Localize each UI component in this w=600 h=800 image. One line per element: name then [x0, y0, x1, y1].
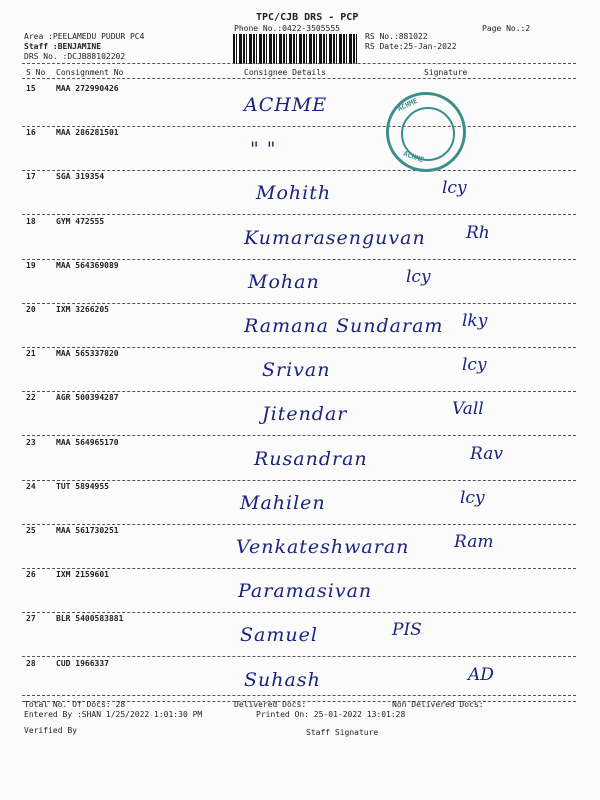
row-consignee-handwriting: Suhash	[244, 668, 321, 691]
table-row	[22, 84, 576, 128]
col-consignee: Consignee Details	[244, 68, 326, 77]
total-docs: Total No. Of Docs: 28	[24, 700, 126, 709]
row-divider	[22, 126, 576, 127]
rs-date: RS Date:25-Jan-2022	[365, 42, 457, 51]
row-consignee-handwriting: Venkateshwaran	[236, 536, 410, 558]
divider	[22, 78, 576, 79]
row-signature: Ram	[454, 532, 494, 552]
stamp-text-bottom: ACHME	[402, 149, 425, 165]
table-row	[22, 393, 576, 437]
row-divider	[22, 347, 576, 348]
verified-by: Verified By	[24, 726, 77, 735]
row-signature: Rav	[470, 443, 503, 464]
row-sno: 16	[26, 128, 36, 138]
row-consignee-handwriting: Mohith	[256, 182, 332, 205]
row-signature: lcy	[406, 266, 431, 287]
row-signature: PIS	[392, 620, 422, 641]
row-consignment-no: MAA 564965170	[56, 437, 119, 447]
row-divider	[22, 568, 576, 569]
row-consignee-handwriting: Jitendar	[262, 403, 348, 426]
row-consignee-handwriting: Rusandran	[254, 447, 368, 470]
row-sno: 20	[26, 305, 36, 314]
row-consignment-no: CUD 1966337	[56, 658, 109, 668]
row-sno: 18	[26, 216, 36, 226]
row-divider	[22, 612, 576, 613]
table-row	[22, 570, 576, 614]
row-sno: 19	[26, 260, 36, 270]
table-row	[22, 305, 576, 349]
row-sno: 15	[26, 84, 36, 93]
row-consignment-no: GYM 472555	[56, 216, 105, 226]
drs-number: DRS No. :DCJB88102202	[24, 52, 126, 61]
row-divider	[22, 435, 576, 436]
stamp-text-top: ACHME	[396, 96, 419, 114]
row-signature: lky	[462, 311, 488, 331]
row-consignee-handwriting: " "	[250, 138, 277, 161]
col-sno: S No	[26, 68, 46, 77]
row-consignment-no: MAA 286281501	[56, 128, 119, 138]
entered-by: Entered By :SHAN 1/25/2022 1:01:30 PM	[24, 710, 203, 719]
row-consignee-handwriting: Mahilen	[240, 491, 326, 514]
row-sno: 25	[26, 526, 36, 535]
non-delivered-docs: Non Delivered Docs:	[392, 700, 484, 709]
table-row	[22, 261, 576, 305]
row-sno: 26	[26, 570, 36, 580]
row-sno: 27	[26, 614, 36, 624]
table-row	[22, 614, 576, 658]
row-signature: lcy	[460, 487, 485, 508]
row-consignee-handwriting: Samuel	[240, 624, 318, 647]
row-consignee-handwriting: Srivan	[262, 359, 331, 382]
printed-on: Printed On: 25-01-2022 13:01:28	[256, 710, 406, 719]
row-divider	[22, 480, 576, 481]
row-consignment-no: TUT 5894955	[56, 481, 109, 491]
row-signature: Rh	[466, 222, 490, 243]
row-sno: 28	[26, 658, 36, 668]
row-divider	[22, 391, 576, 392]
col-consignment: Consignment No	[56, 68, 124, 77]
row-signature: lcy	[442, 178, 467, 199]
row-consignment-no: MAA 272990426	[56, 84, 119, 93]
staff-label: Staff :BENJAMINE	[24, 42, 102, 51]
table-row	[22, 526, 576, 570]
page-number: Page No.:2	[482, 24, 531, 33]
table-row	[22, 172, 576, 216]
row-consignment-no: MAA 565337820	[56, 349, 119, 359]
row-consignment-no: IXM 3266205	[56, 305, 109, 314]
row-consignment-no: BLR 5400583881	[56, 614, 124, 624]
row-consignee-handwriting: Kumarasenguvan	[244, 226, 426, 249]
row-divider	[22, 214, 576, 215]
divider	[22, 695, 576, 696]
area-label: Area :PEELAMEDU PUDUR PC4	[24, 32, 145, 41]
row-consignment-no: MAA 564369089	[56, 260, 119, 270]
row-divider	[22, 656, 576, 657]
row-consignee-handwriting: Ramana Sundaram	[244, 315, 444, 337]
row-consignment-no: IXM 2159601	[56, 570, 109, 580]
row-signature: lcy	[462, 355, 487, 376]
divider	[22, 63, 576, 64]
row-sno: 22	[26, 393, 36, 403]
delivered-docs: Delivered Docs:	[234, 700, 307, 709]
row-divider	[22, 524, 576, 525]
staff-signature-label: Staff Signature	[306, 728, 379, 737]
row-consignment-no: AGR 500394287	[56, 393, 119, 403]
row-divider	[22, 170, 576, 171]
row-signature: Vall	[452, 399, 484, 420]
table-row	[22, 128, 576, 172]
row-sno: 23	[26, 437, 36, 447]
row-consignee-handwriting: Mohan	[248, 270, 320, 293]
barcode	[233, 34, 358, 64]
document-title: TPC/CJB DRS - PCP	[256, 12, 359, 23]
row-sno: 21	[26, 349, 36, 359]
row-sno: 17	[26, 172, 36, 182]
company-stamp	[386, 92, 466, 172]
row-consignment-no: SGA 319354	[56, 172, 105, 182]
row-consignment-no: MAA 561730251	[56, 526, 119, 535]
phone-number: Phone No.:0422-3505555	[234, 24, 340, 33]
row-consignee-handwriting: ACHME	[244, 94, 328, 116]
row-consignee-handwriting: Paramasivan	[238, 580, 373, 603]
rs-number: RS No.:881022	[365, 32, 428, 41]
table-row	[22, 217, 576, 261]
row-signature: AD	[468, 664, 494, 685]
row-divider	[22, 303, 576, 304]
table-row	[22, 482, 576, 526]
table-row	[22, 438, 576, 482]
row-divider	[22, 259, 576, 260]
col-signature: Signature	[424, 68, 468, 77]
table-row	[22, 349, 576, 393]
row-sno: 24	[26, 481, 36, 491]
